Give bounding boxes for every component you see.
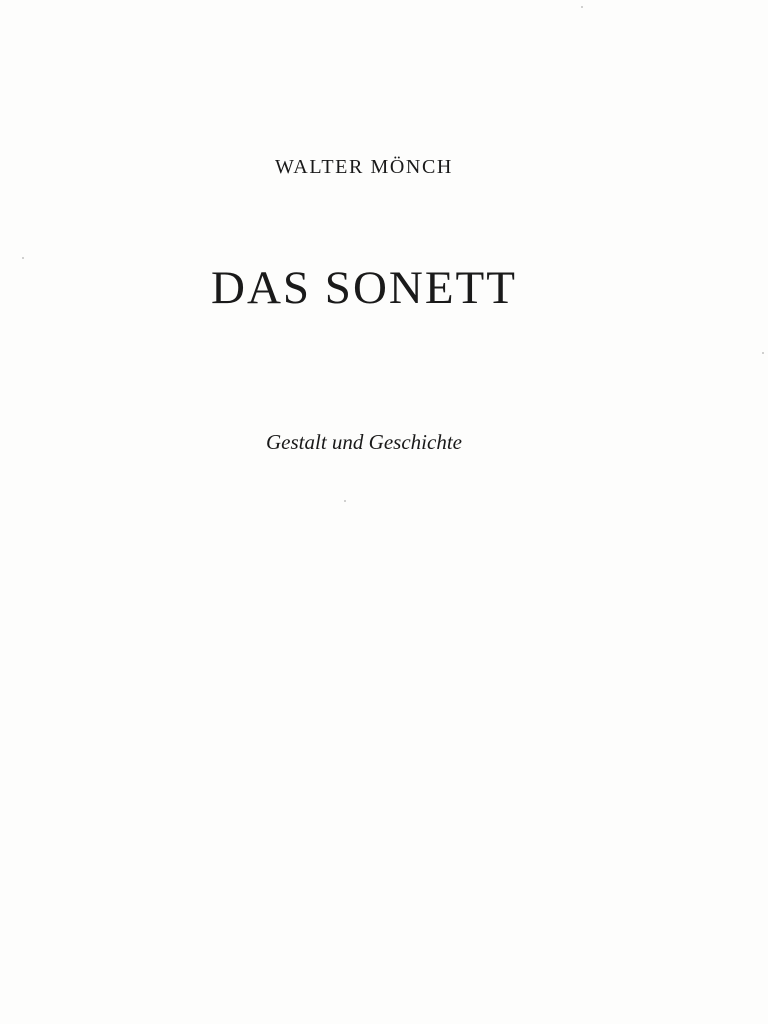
paper-speck xyxy=(22,257,24,259)
book-title: DAS SONETT xyxy=(211,262,517,314)
paper-speck xyxy=(762,352,764,354)
paper-speck xyxy=(581,6,583,8)
book-subtitle: Gestalt und Geschichte xyxy=(266,430,462,454)
author-name: WALTER MÖNCH xyxy=(275,156,453,178)
paper-speck xyxy=(344,500,346,502)
